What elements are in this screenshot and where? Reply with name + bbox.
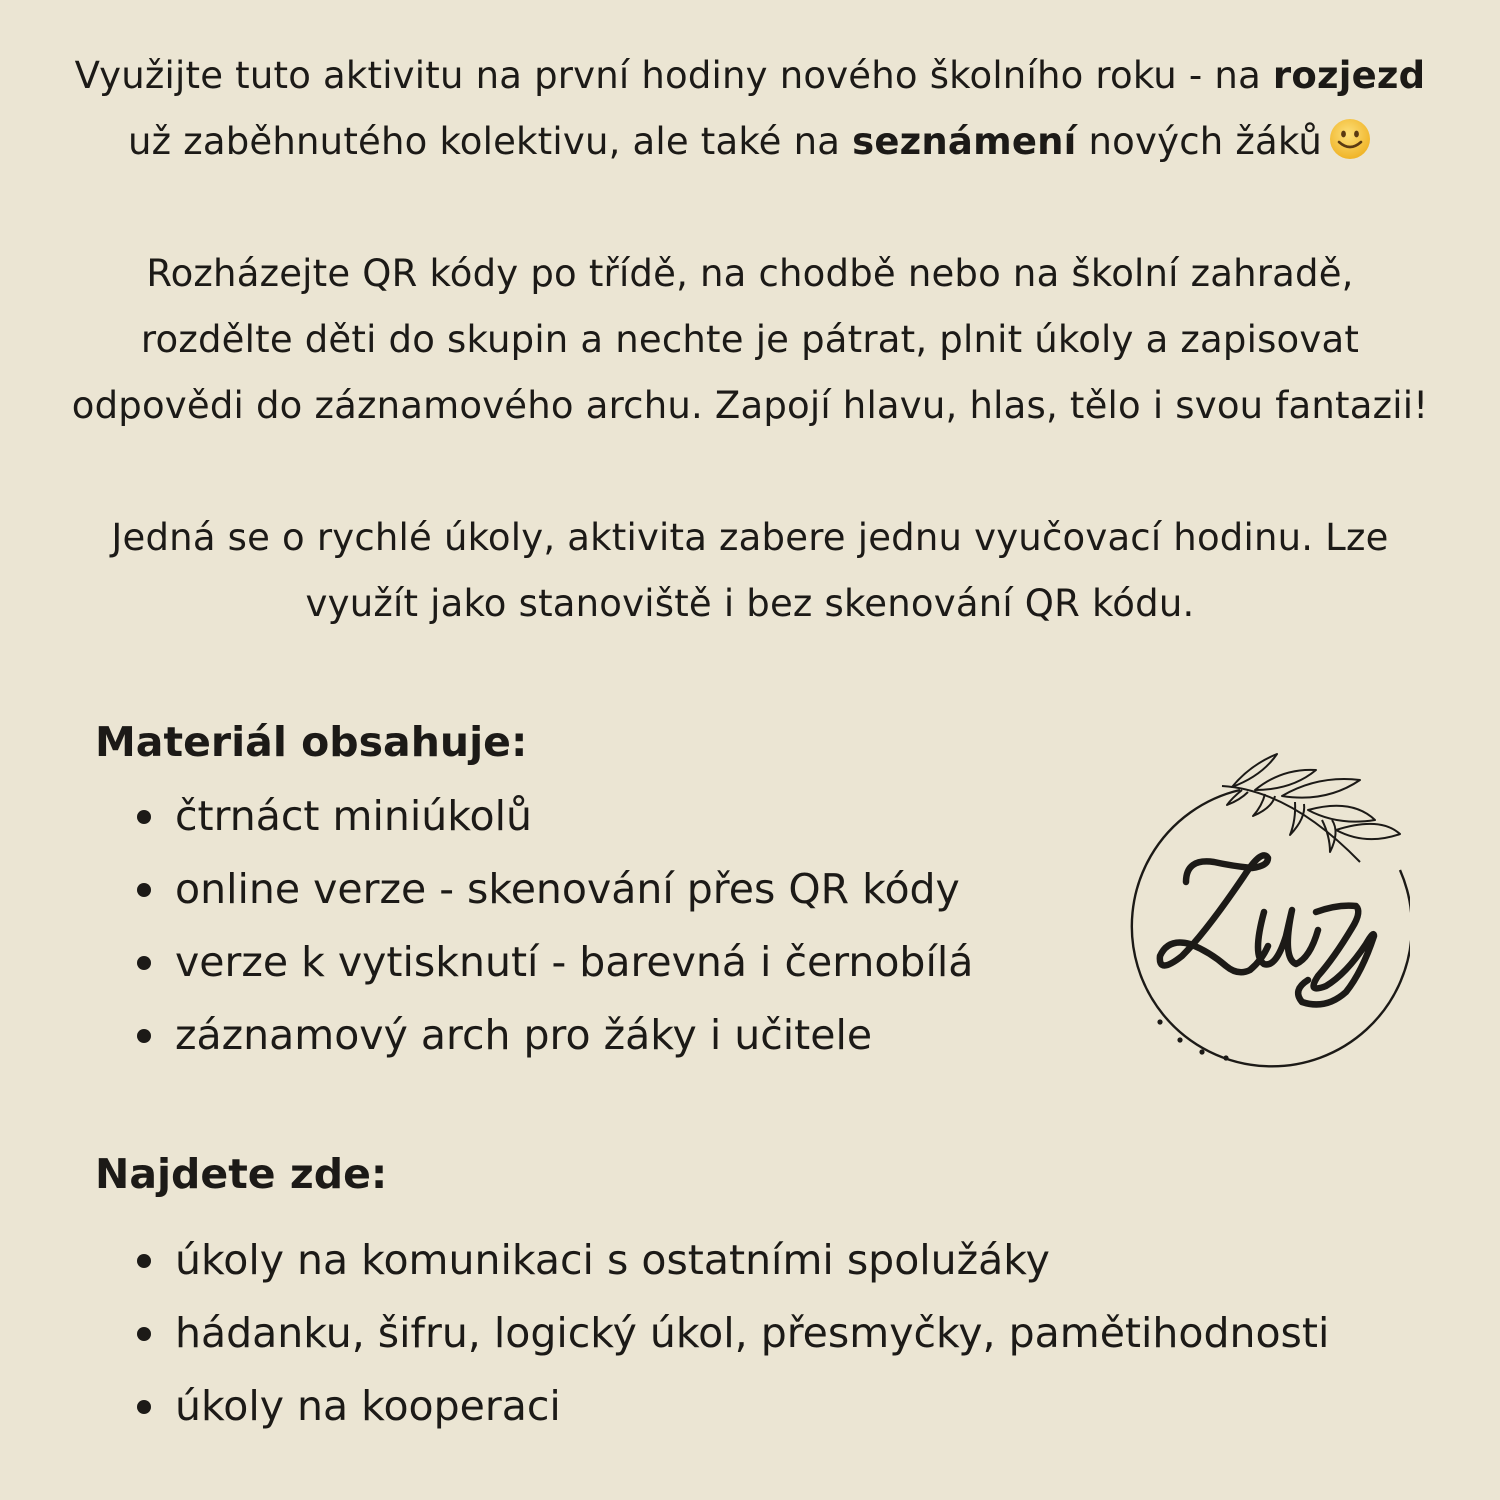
intro-paragraph-3 <box>0 505 1500 637</box>
intro-line: odpovědi do záznamového archu. Zapojí hlavu, hlas, tělo i svou fantazii! <box>71 384 1429 427</box>
intro-bold-word: rozjezd <box>1272 54 1426 97</box>
intro-text: Využijte tuto aktivitu na první hodiny nového školního roku - na <box>74 54 1273 97</box>
list-item-text: čtrnáct miniúkolů <box>175 792 532 840</box>
list-item-text: záznamový arch pro žáky i učitele <box>175 1011 873 1059</box>
najdete-heading: Najdete zde: <box>95 1150 388 1198</box>
bullet-icon <box>137 1400 151 1414</box>
list-item <box>95 1370 1329 1443</box>
list-item <box>95 780 973 853</box>
list-item <box>95 999 973 1072</box>
leaf-branch-icon <box>1222 754 1400 862</box>
intro-line <box>0 109 1500 175</box>
list-item <box>95 1224 1329 1297</box>
intro-line: využít jako stanoviště i bez skenování QR kódu. <box>305 582 1195 625</box>
zuz-logo <box>1110 745 1410 1075</box>
list-item-text: úkoly na komunikaci s ostatními spolužáky <box>175 1236 1050 1284</box>
smiley-face-icon <box>1328 117 1372 161</box>
list-item-text: verze k vytisknutí - barevná i černobílá <box>175 938 974 986</box>
list-item-text: online verze - skenování přes QR kódy <box>175 865 960 913</box>
list-item <box>95 1297 1329 1370</box>
najdete-section <box>95 1148 1329 1443</box>
logo-ring <box>1132 790 1410 1066</box>
intro-paragraph-1 <box>0 43 1500 175</box>
material-heading: Materiál obsahuje: <box>95 718 528 766</box>
intro-line: Jedná se o rychlé úkoly, aktivita zabere jednu vyučovací hodinu. Lze <box>111 516 1389 559</box>
material-section <box>95 716 973 1072</box>
intro-text: už zaběhnutého kolektivu, ale také na <box>128 120 853 163</box>
list-item-text: hádanku, šifru, logický úkol, přesmyčky, pamětihodnosti <box>175 1309 1330 1357</box>
bullet-icon <box>137 883 151 897</box>
intro-text: nových žáků <box>1076 120 1322 163</box>
intro-line: rozdělte děti do skupin a nechte je pátrat, plnit úkoly a zapisovat <box>140 318 1360 361</box>
material-list <box>95 780 973 1072</box>
list-item-text: úkoly na kooperaci <box>175 1382 561 1430</box>
bullet-icon <box>137 1254 151 1268</box>
list-item <box>95 926 973 999</box>
bullet-icon <box>137 810 151 824</box>
intro-line <box>0 43 1500 109</box>
bullet-icon <box>137 956 151 970</box>
najdete-list <box>95 1224 1329 1443</box>
intro-bold-word: seznámení <box>852 120 1077 163</box>
logo-lettering <box>1160 855 1374 1004</box>
list-item <box>95 853 973 926</box>
intro-paragraph-2 <box>0 241 1500 439</box>
bullet-icon <box>137 1029 151 1043</box>
intro-line: Rozházejte QR kódy po třídě, na chodbě nebo na školní zahradě, <box>146 252 1354 295</box>
bullet-icon <box>137 1327 151 1341</box>
